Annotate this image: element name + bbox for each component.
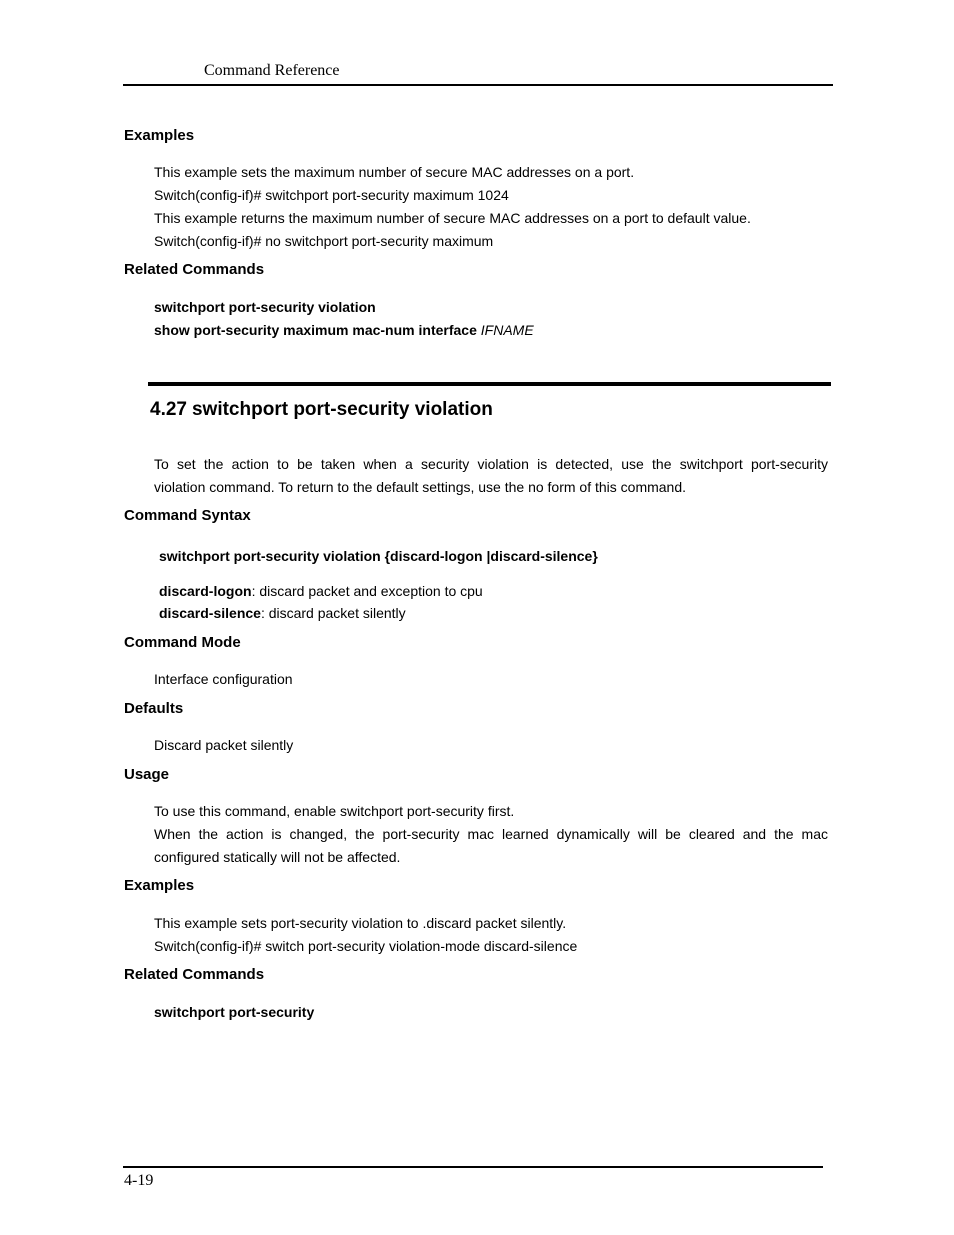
related-commands-heading-top: Related Commands [124, 261, 265, 278]
related-command: switchport port-security violation [154, 299, 376, 315]
section-intro [154, 453, 828, 499]
example-line: This example returns the maximum number of secure MAC addresses on a port to default value. [154, 210, 751, 226]
param-line [159, 605, 406, 621]
usage-paragraph [154, 823, 828, 869]
related-command-name: show port-security maximum mac-num interface [154, 322, 477, 338]
param-name: discard-logon [159, 583, 252, 599]
examples-heading: Examples [124, 877, 195, 894]
example-line: This example sets the maximum number of secure MAC addresses on a port. [154, 164, 635, 180]
command-mode: Interface configuration [154, 671, 293, 687]
related-command: switchport port-security [154, 1004, 315, 1020]
usage-line: When the action is changed, the port-security mac learned dynamically will be cleared and the mac [154, 826, 828, 842]
usage-line: configured statically will not be affected. [154, 849, 401, 865]
intro-line: To set the action to be taken when a security violation is detected, use the switchport port-security [154, 456, 828, 472]
examples-heading-top: Examples [124, 127, 195, 144]
related-commands-heading: Related Commands [124, 966, 265, 983]
related-command [154, 322, 534, 338]
header-rule [123, 84, 833, 86]
section-title [150, 399, 493, 421]
param-desc: : discard packet and exception to cpu [251, 583, 483, 599]
example-line: Switch(config-if)# switch port-security violation-mode discard-silence [154, 938, 578, 954]
example-line: Switch(config-if)# no switchport port-security maximum [154, 233, 494, 249]
running-header: Command Reference [204, 62, 340, 79]
section-title-text: switchport port-security violation [191, 399, 493, 420]
param-name: discard-silence [159, 605, 261, 621]
example-line: Switch(config-if)# switchport port-security maximum 1024 [154, 187, 509, 203]
command-syntax: switchport port-security violation {discard-logon |discard-silence} [159, 548, 598, 564]
defaults-heading: Defaults [124, 700, 184, 717]
section-rule [148, 382, 831, 386]
related-command-arg: IFNAME [480, 322, 534, 338]
command-syntax-heading: Command Syntax [124, 507, 251, 524]
usage-line: To use this command, enable switchport port-security first. [154, 803, 515, 819]
intro-line: violation command. To return to the default settings, use the no form of this command. [154, 479, 687, 495]
defaults-text: Discard packet silently [154, 737, 294, 753]
example-line: This example sets port-security violation to .discard packet silently. [154, 915, 567, 931]
section-number: 4.27 [150, 399, 187, 420]
footer-rule [123, 1166, 823, 1168]
param-line [159, 583, 483, 599]
param-desc: : discard packet silently [260, 605, 406, 621]
page-number: 4-19 [124, 1172, 154, 1189]
command-mode-heading: Command Mode [124, 634, 241, 651]
usage-heading: Usage [124, 766, 170, 783]
